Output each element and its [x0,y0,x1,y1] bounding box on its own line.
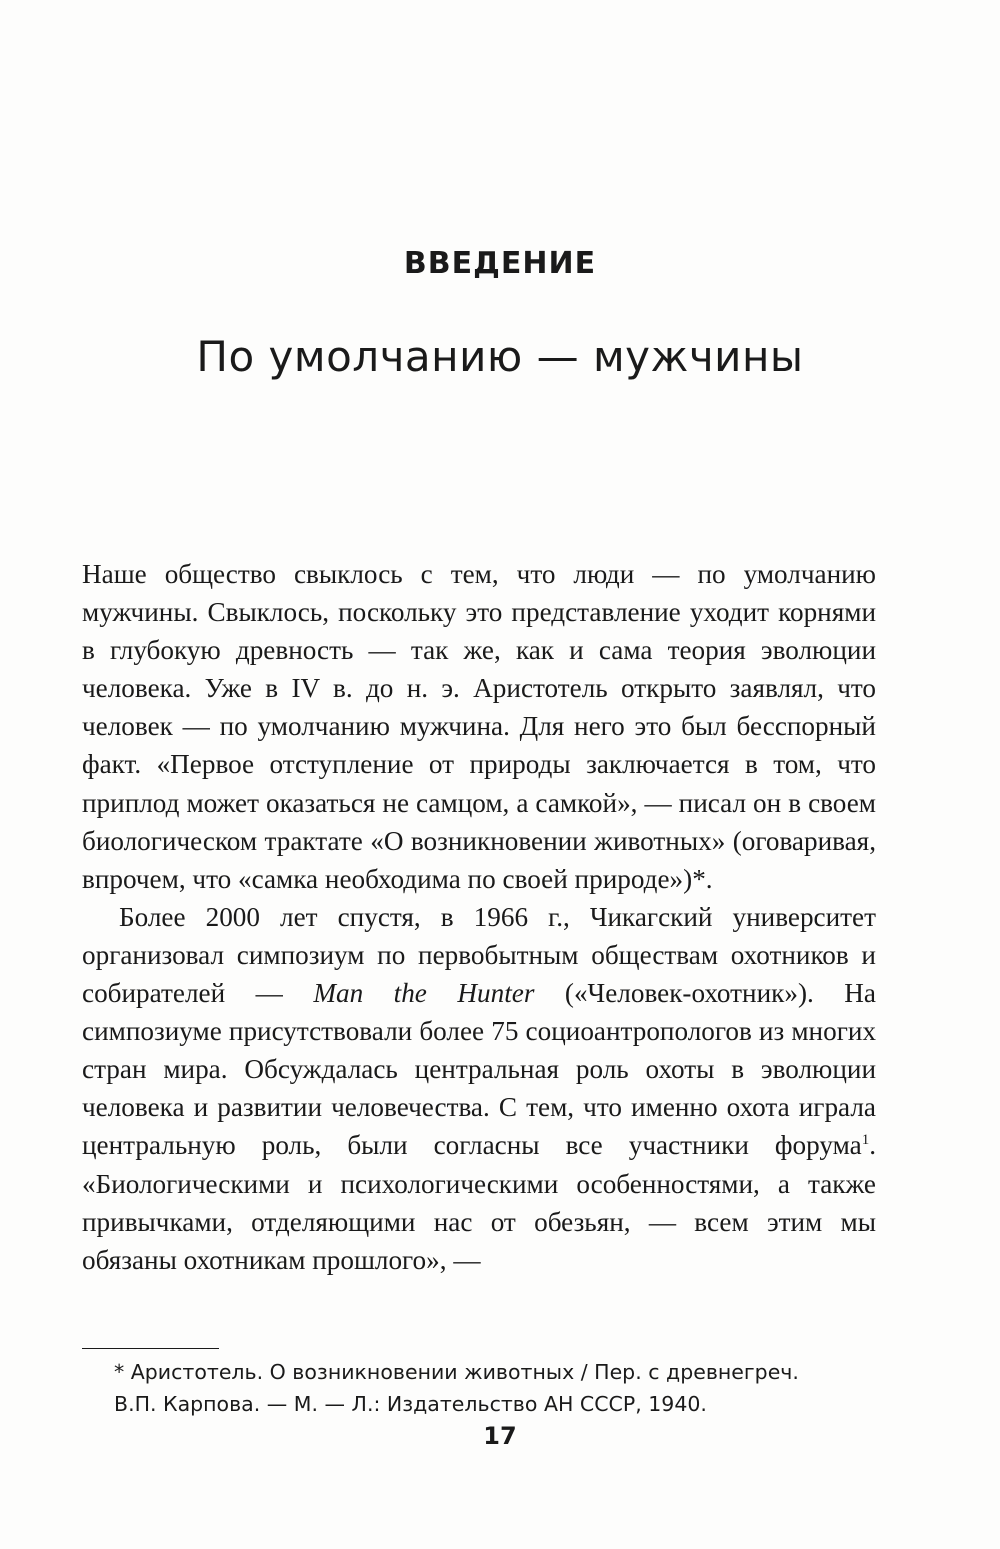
symposium-title: Man the Hunter [313,978,535,1009]
paragraph-2-start: Более 2000 лет спустя, в 1966 г., Чикагский университет организовал симпозиум по первобытным обществам охотников и собирателей — [82,901,876,1009]
footnote [82,1356,876,1420]
paragraph-2 [82,898,876,1279]
paragraph-2-end: . «Биологическими и психологическими особенностями, а также привычками, отделяющими нас от обезьян, — всем этим мы обязаны охотникам прошлого», — [82,1130,876,1275]
section-label: ВВЕДЕНИЕ [403,246,597,281]
paragraph-2-middle: («Человек-охотник»). На симпозиуме присутствовали более 75 социоантропологов из многих стран мира. Обсуждалась центральная роль охоты в эволюции человека и развитии человечества. С тем, что именно охота играла центральную роль, были согласны все участники форума [82,978,876,1161]
page-number: 17 [483,1422,517,1450]
footnote-divider [82,1348,219,1349]
body-text [82,555,876,1279]
chapter-title: По умолчанию — мужчины [196,332,804,381]
footnote-line-2: В.П. Карпова. — М. — Л.: Издательство АН СССР, 1940. [114,1392,707,1416]
footnote-reference: 1 [861,1132,870,1149]
paragraph-1: Наше общество свыклось с тем, что люди — по умолчанию мужчины. Свыклось, поскольку это представление уходит корнями в глубокую древность — так же, как и сама теория эволюции человека. Уже в IV в. до н. э. Аристотель открыто заявлял, что человек — по умолчанию мужчина. Для него это был бесспорный факт. «Первое отступление от природы заключается в том, что приплод может оказаться не самцом, а самкой», — писал он в своем биологическом трактате «О возникновении животных» (оговаривая, впрочем, что «самка необходима по своей природе»)*. [82,559,876,894]
footnote-line-1: * Аристотель. О возникновении животных / Пер. с древнегреч. [114,1360,799,1384]
